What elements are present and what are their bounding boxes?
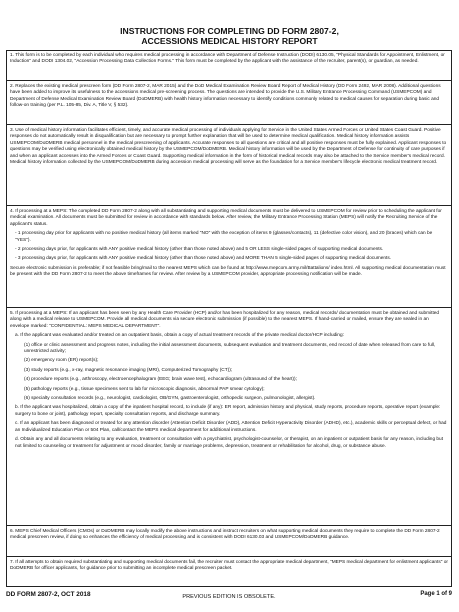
section-3-text: 3. Use of medical history information facilitates efficient, timely, and accurate medical processing of individuals applying for Service in the United States Armed Forces or United States Coast Guard. Positive responses do not automatically result in disqualification but are necessary to prompt further explanation that will be used to determine medical qualification. Medical history information assists USMEPCOM/DoDMERB medical personnel in the medical prescreening of applicants. Accurate responses to all questions are critical and all positive responses must be fully explained. Applicant responses to questions may be verified using electronically obtained medical history by the USMEPCOM/DoDMERB. Medical history information will be used by the Department of Defense for continuity of care purposes if and when an applicant accesses into the Armed Forces or Coast Guard. Supporting medical information in the form of historical medical records may also be attached to the Service member's medical record. Medical history information collected by the USMEPCOM/DoDMERB during accession medical processing will serve as the foundation for a Service member's lifecycle electronic medical treatment record. xyxy=(10,128,447,166)
section-5 xyxy=(6,307,452,453)
section-1 xyxy=(6,50,452,69)
section-5-item-c: c. If an applicant has been diagnosed or treated for any attention disorder (Attention Deficit Disorder (ADD), Attention Deficit Hyperactivity Disorder (ADHD), etc.), academic skills or perceptual defect, or had an Individualized Education Plan or 504 Plan, call/contact the MEPS medical department for additional instructions. xyxy=(15,421,447,433)
page-footer xyxy=(6,590,452,606)
section-1-text: 1. This form is to be completed by each individual who requires medical processing in accordance with Department of Defense Instruction (DODI) 6130.05, "Physical Standards for Appointment, Enlistment, or Induction" and DODI 1304.02, "Accession Processing Data Collection Forms." This form must be completed by the applicant with the assistance of the recruiter, parent(s), or guardian, as needed. xyxy=(10,53,445,65)
section-6-text: 6. MEPS Chief Medical Officers (CMOs) or DoDMERB may locally modify the above instructions and instruct recruiters on what supporting medical documents they require to complete the DD Form 2807-2 medical prescreen review, if doing so enhances the efficiency of medical processing and is consistent with DODI 6130.03 and USMEPCOM/DoDMERB guidance. xyxy=(10,529,440,541)
section-4-item-2: - 2 processing days prior, for applicants with ANY positive medical history (other than those noted above) and 5 OR LESS single-sided pages of supporting medical documents. xyxy=(15,247,384,253)
section-4 xyxy=(6,205,452,282)
section-2 xyxy=(6,80,452,113)
section-6 xyxy=(6,525,452,545)
section-4-item-1: - 1 processing day prior for applicants with no positive medical history (all items marked "NO" with the exception of items 9 (glasses/contacts), 11 (defective color vision), and 20 (braces) which can be "YES"). xyxy=(15,231,433,243)
section-5-item-a4: (4) procedure reports (e.g., arthroscopy, electroencephalogram (EEG; brain wave test), echocardiogram (ultrasound of the heart)); xyxy=(24,377,297,383)
section-5-item-b: b. If the applicant was hospitalized, obtain a copy of the inpatient hospital record, to include (if any): ER report, admission history and physical, study reports, procedure reports, operative report (example: surgery to bone or joint), pathology report, specialty consultation reports, and discharge summary. xyxy=(15,405,441,417)
section-4-submission: Secure electronic submission is preferable; if not feasible bring/mail to the nearest MEPS which can be found at http://www.mepcom.army.mil/Battalions/ index.html. All supporting medical documentation must be present with the DD Form 2807-2 to meet the above timeframes for review. After review by a USMEPCOM provider, appropriate processing notification will be made. xyxy=(10,265,446,278)
document-title xyxy=(0,26,459,46)
section-7 xyxy=(6,556,452,576)
section-5-item-d: d. Obtain any and all documents relating to any evaluation, treatment or consultation with a psychiatrist, psychologist-counselor, or therapist, on an inpatient or outpatient basis for any reason, including but not limited to counseling or treatment for adjustment or mood disorder, family or marriage problems, depression, treatment or rehabilitation for alcohol, drug, or substance abuse. xyxy=(15,437,444,449)
section-5-item-a: a. If the applicant was evaluated and/or treated on an outpatient basis, obtain a copy of actual treatment records of the private medical doctor/HCP including: xyxy=(15,333,344,339)
edition-note: PREVIOUS EDITION IS OBSOLETE. xyxy=(182,594,276,600)
section-5-item-a1: (1) office or clinic assessment and progress notes, including the initial assessment documents, subsequent evaluation and treatment documents, end record of date when released from care to full, unrestricted activity; xyxy=(24,342,436,355)
section-5-item-a3: (3) study reports (e.g., x-ray, magnetic resonance imaging (MRI), Computerized Tomography (CT)); xyxy=(24,367,233,373)
section-7-text: 7. If all attempts to obtain required substantiating and supporting medical documents fail, the recruiter must contact the appropriate medical department, "MEPS medical department for enlistment applicants" or DoDMERB for officer applicants, for guidance prior to submitting an incomplete medical prescreen packet. xyxy=(10,560,448,572)
section-3 xyxy=(6,124,452,169)
section-2-text: 2. Replaces the existing medical prescreen form (DD Form 2807-2, MAR 2015) and the DoD Medical Examination Review Board Report of Medical History (DD Form 2492, MAR 2008). Additional questions have been added to improve its usefulness to the accessions medical pre-screening process. The questions are intended to provide the U.S. Military Entrance Processing Command (USMEPCOM) and Department of Defense Medical Examination Review Board (DoDMERB) with health history information necessary to identify conditions commonly related to medical causes for separation during basic and follow-on training (per P.L. 105-85, Div. A, Title V, § 532). xyxy=(10,84,441,109)
form-number: DD FORM 2807-2, OCT 2018 xyxy=(6,591,91,598)
section-5-item-a2: (2) emergency room (ER) report(s); xyxy=(24,358,99,364)
section-5-item-a5: (5) pathology reports (e.g., tissue specimens sent to lab for microscopic diagnosis, abnormal PAP smear cytology); xyxy=(24,386,265,392)
section-4-intro: 4. If processing at a MEPS: The completed DD Form 2807-2 along with all substantiating and supporting medical documents must be delivered to USMEPCOM for review prior to scheduling the applicant for medical examination. All documents must be submitted for review in accordance with standards below. After review, the Military Entrance Processing Station (MEPS) will notify the Recruiting Service of the applicant's status. xyxy=(10,209,442,227)
section-5-item-a6: (6) specialty consultation records (e.g., neurologist, cardiologist, OB/GYN, gastroenterologist, orthopedic surgeon, pulmonologist, allergist). xyxy=(24,396,316,402)
section-4-item-3: - 3 processing days prior, for applicants with ANY positive medical history (other than those noted above) and MORE THAN 5 single-sided pages of supporting medical documents. xyxy=(15,256,392,262)
page-number: Page 1 of 9 xyxy=(420,591,452,597)
section-5-intro: 5. If processing at a MEPS: If an applicant has been seen by any Health Care Provider (HCP) and/or has been hospitalized for any reason, medical records/ documentation must be obtained and submitted along with a medical release to USMEPCOM. Provide all medical documents via secure electronic submission (if possible) to the nearest MEPS. If hand-carried or mailed, ensure they are sealed in an envelope marked: "CONFIDENTIAL: MEPS MEDICAL DEPARTMENT". xyxy=(10,311,440,329)
title-line-2: ACCESSIONS MEDICAL HISTORY REPORT xyxy=(141,36,318,46)
title-line-1: INSTRUCTIONS FOR COMPLETING DD FORM 2807-2, xyxy=(120,26,339,36)
